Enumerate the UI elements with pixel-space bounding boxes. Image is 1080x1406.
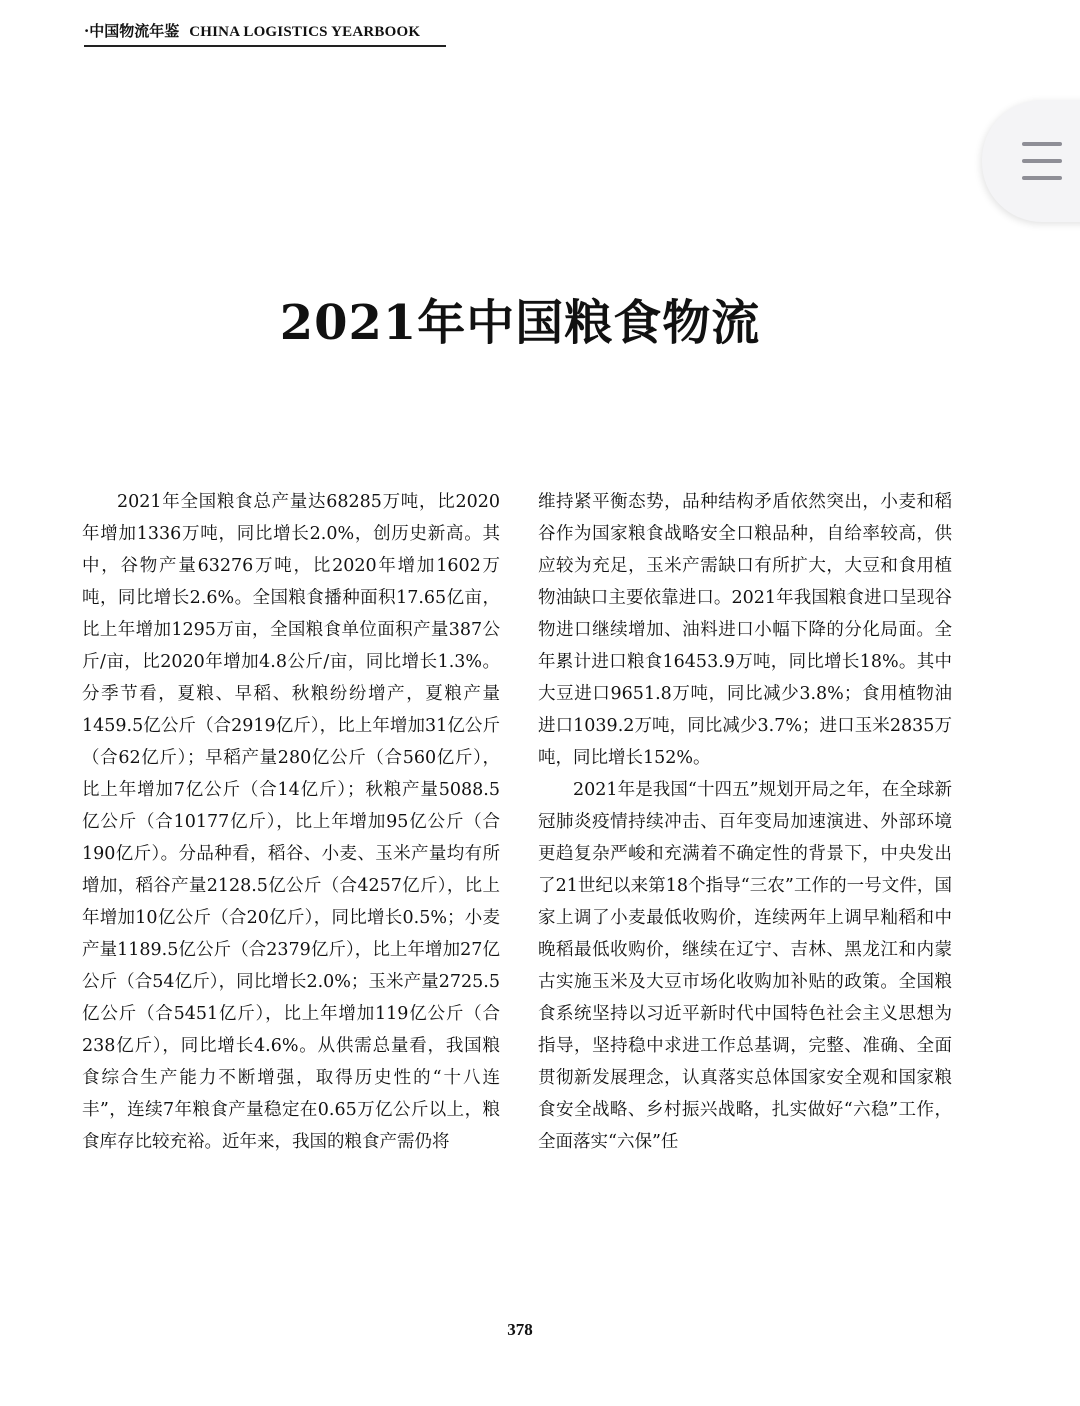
- header-cn: ·中国物流年鉴: [84, 22, 180, 40]
- page-number: 378: [507, 1320, 533, 1339]
- menu-button[interactable]: [982, 100, 1080, 222]
- running-header: [84, 20, 446, 47]
- left-column: [82, 486, 500, 1158]
- article-title: 2021年中国粮食物流: [279, 295, 761, 351]
- paragraph: 2021年是我国“十四五”规划开局之年，在全球新冠肺炎疫情持续冲击、百年变局加速演进、外部环境更趋复杂严峻和充满着不确定性的背景下，中央发出了21世纪以来第18个指导“三农”工作的一号文件，国家上调了小麦最低收购价，连续两年上调早籼稻和中晚稻最低收购价，继续在辽宁、吉林、黑龙江和内蒙古实施玉米及大豆市场化收购加补贴的政策。全国粮食系统坚持以习近平新时代中国特色社会主义思想为指导，坚持稳中求进工作总基调，完整、准确、全面贯彻新发展理念，认真落实总体国家安全观和国家粮食安全战略、乡村振兴战略，扎实做好“六稳”工作，全面落实“六保”任: [538, 780, 952, 1152]
- right-column: [538, 486, 952, 1158]
- paragraph-continued: 维持紧平衡态势，品种结构矛盾依然突出，小麦和稻谷作为国家粮食战略安全口粮品种，自给率较高，供应较为充足，玉米产需缺口有所扩大，大豆和食用植物油缺口主要依靠进口。2021年我国粮食进口呈现谷物进口继续增加、油料进口小幅下降的分化局面。全年累计进口粮食16453.9万吨，同比增长18%。其中大豆进口9651.8万吨，同比减少3.8%；食用植物油进口1039.2万吨，同比减少3.7%；进口玉米2835万吨，同比增长152%。: [538, 492, 952, 768]
- paragraph: 2021年全国粮食总产量达68285万吨，比2020年增加1336万吨，同比增长2.0%，创历史新高。其中，谷物产量63276万吨，比2020年增加1602万吨，同比增长2.6%。全国粮食播种面积17.65亿亩，比上年增加1295万亩，全国粮食单位面积产量387公斤/亩，比2020年增加4.8公斤/亩，同比增长1.3%。分季节看，夏粮、早稻、秋粮纷纷增产，夏粮产量1459.5亿公斤（合2919亿斤），比上年增加31亿公斤（合62亿斤）；早稻产量280亿公斤（合560亿斤），比上年增加7亿公斤（合14亿斤）；秋粮产量5088.5亿公斤（合10177亿斤），比上年增加95亿公斤（合190亿斤）。分品种看，稻谷、小麦、玉米产量均有所增加，稻谷产量2128.5亿公斤（合4257亿斤），比上年增加10亿公斤（合20亿斤），同比增长0.5%；小麦产量1189.5亿公斤（合2379亿斤），比上年增加27亿公斤（合54亿斤），同比增长2.0%；玉米产量2725.5亿公斤（合5451亿斤），比上年增加119亿公斤（合238亿斤），同比增长4.6%。从供需总量看，我国粮食综合生产能力不断增强，取得历史性的“十八连丰”，连续7年粮食产量稳定在0.65万亿公斤以上，粮食库存比较充裕。近年来，我国的粮食产需仍将: [82, 492, 500, 1152]
- header-en: CHINA LOGISTICS YEARBOOK: [189, 24, 421, 40]
